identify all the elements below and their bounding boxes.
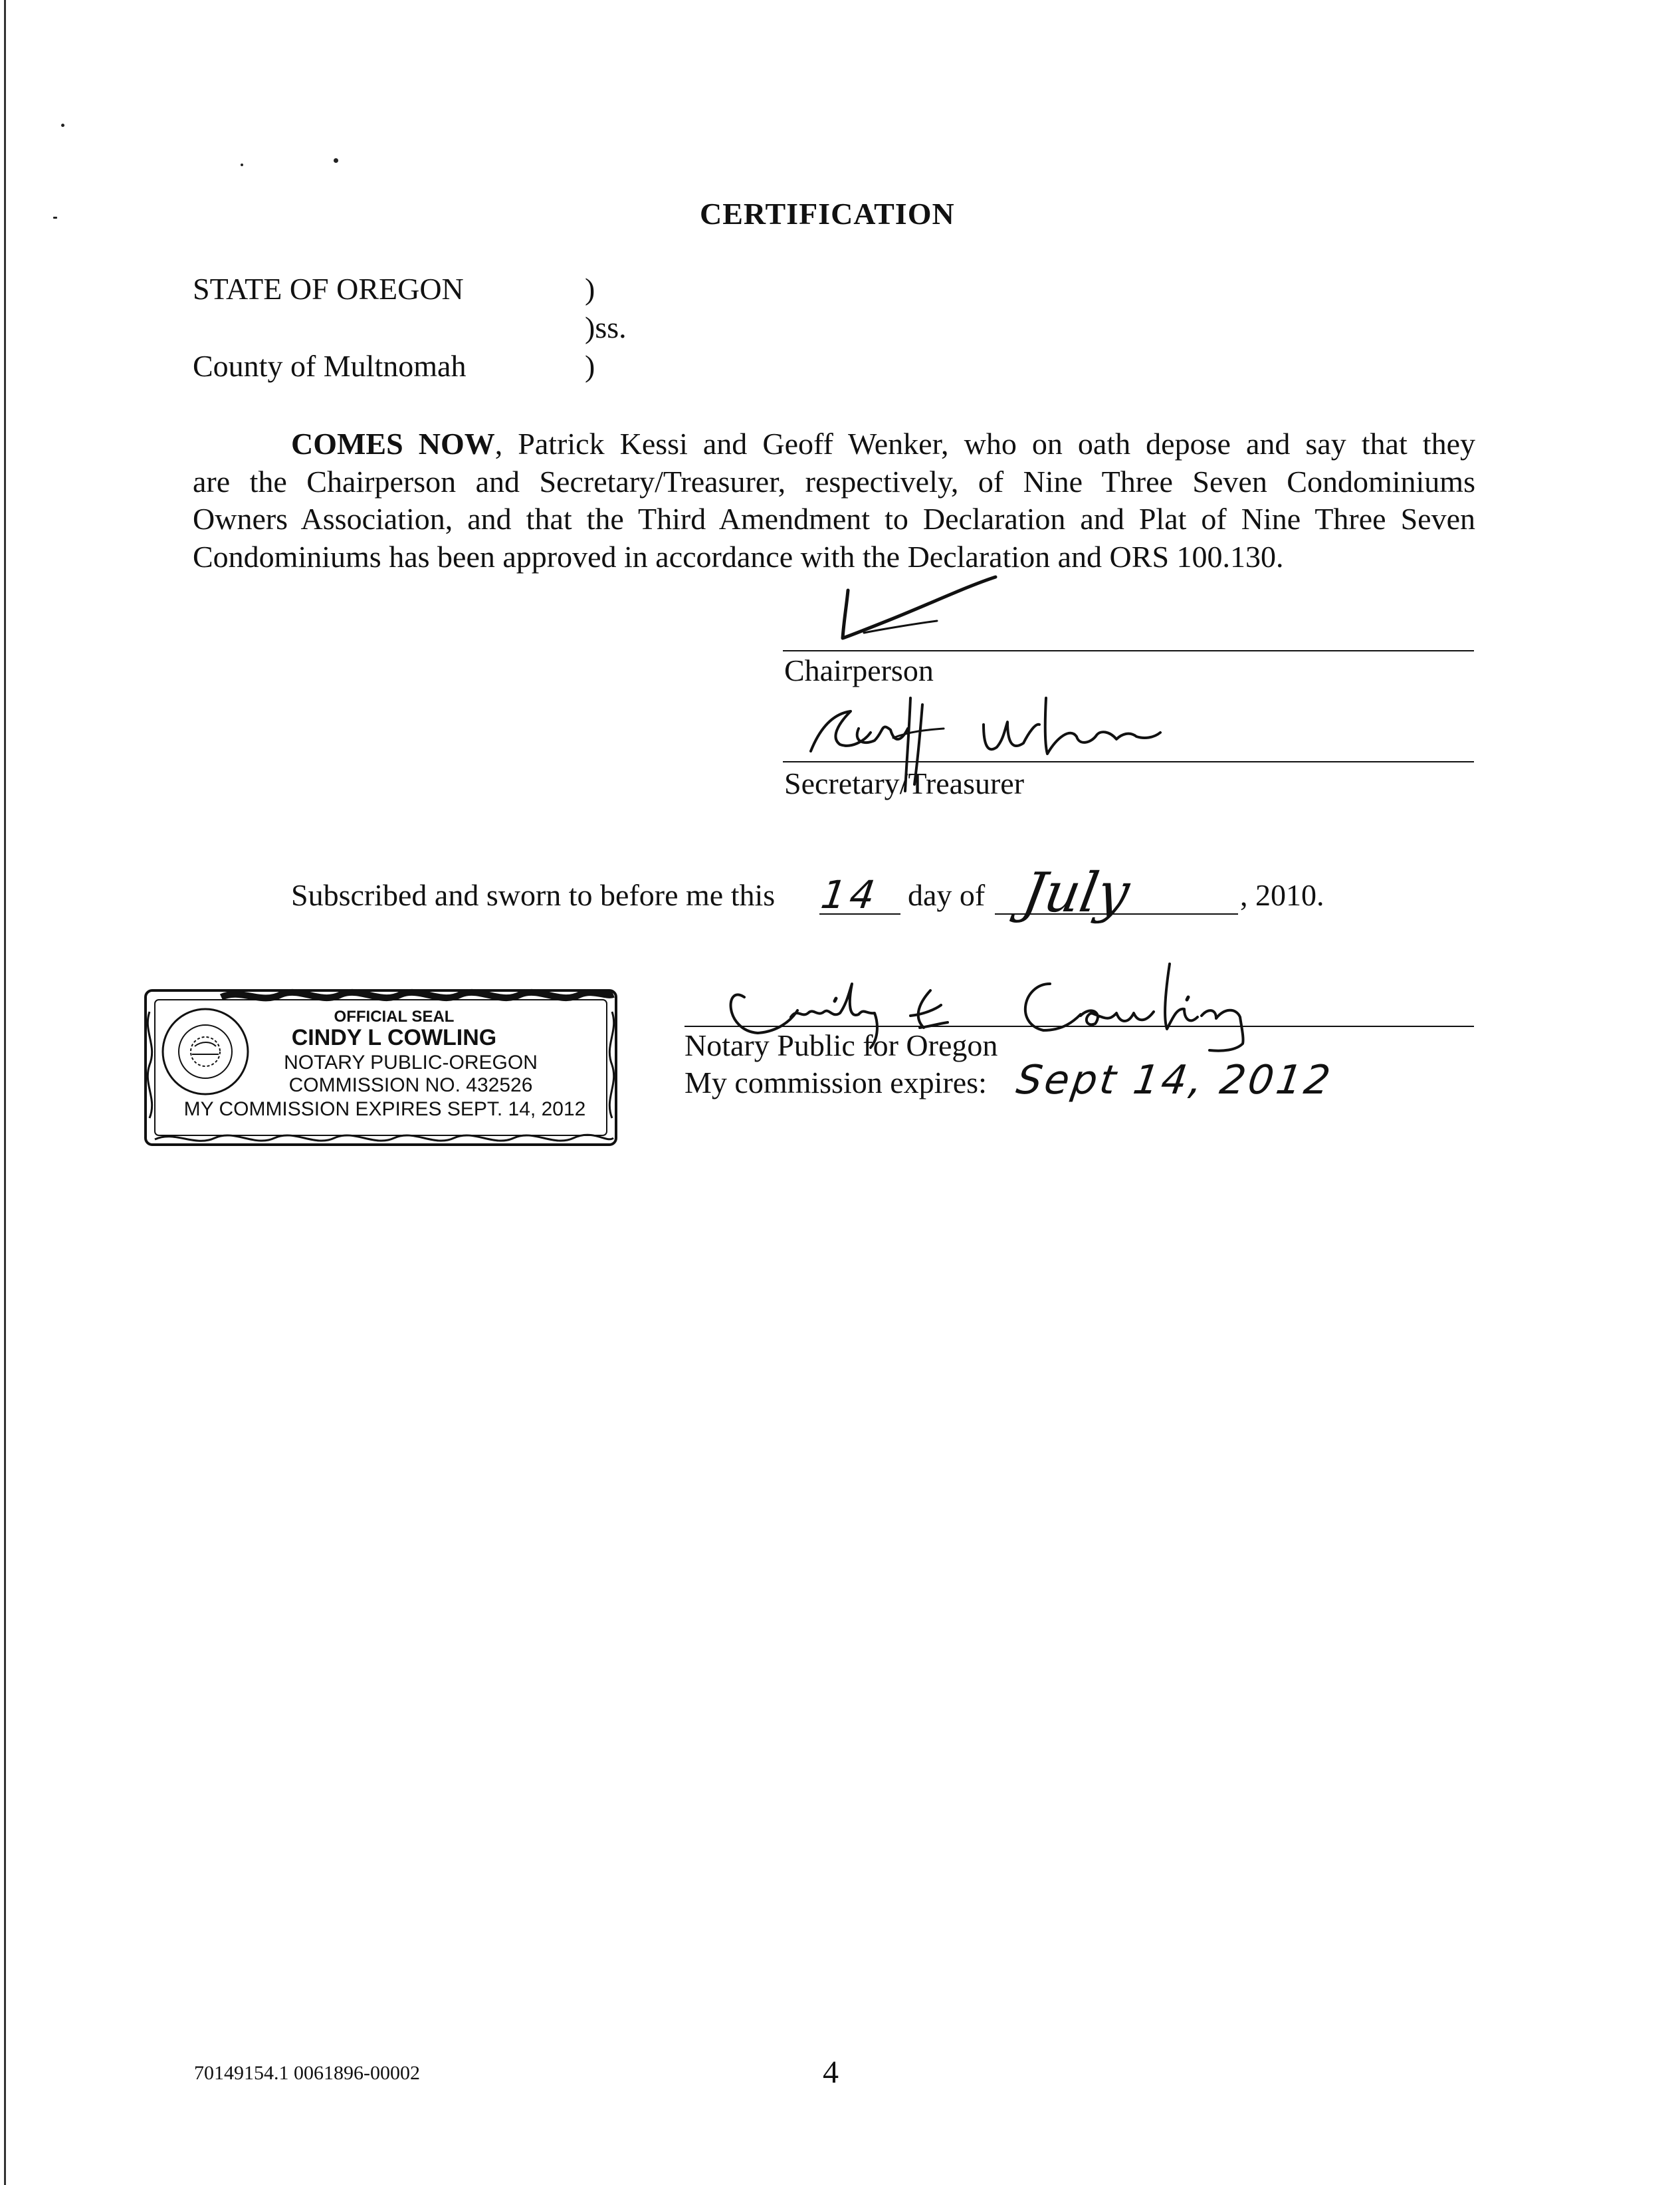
secretary-signature-line [783, 761, 1474, 762]
scan-speck [61, 124, 64, 127]
commission-label: My commission expires: [684, 1066, 987, 1099]
scan-edge-line [4, 0, 6, 2185]
oath-suffix: , 2010. [1240, 878, 1324, 912]
scan-speck [241, 164, 243, 166]
footer-document-id: 70149154.1 0061896-00002 [194, 2062, 420, 2084]
paragraph-line-text: , Patrick Kessi and Geoff Wenker, who on oath depose and say that they [494, 427, 1475, 461]
paragraph-line [193, 425, 1475, 463]
venue-paren-top: ) [585, 272, 595, 306]
seal-line-2: CINDY L COWLING [291, 1025, 497, 1050]
secretary-label: Secretary/Treasurer [784, 766, 1025, 800]
seal-line-1: OFFICIAL SEAL [334, 1008, 455, 1026]
paragraph-line: Owners Association, and that the Third Amendment to Declaration and Plat of Nine Three Seven [193, 502, 1475, 536]
scan-speck [334, 158, 338, 163]
chairperson-label: Chairperson [784, 653, 934, 687]
commission-date: Sept 14, 2012 [1013, 1057, 1336, 1103]
certification-paragraph [193, 425, 1475, 576]
seal-line-5: MY COMMISSION EXPIRES SEPT. 14, 2012 [183, 1098, 586, 1120]
seal-line-4: COMMISSION NO. 432526 [288, 1074, 533, 1096]
chairperson-signature [824, 572, 1010, 651]
venue-ss: )ss. [585, 310, 627, 344]
scan-speck [53, 217, 57, 219]
venue-county: County of Multnomah [193, 349, 467, 383]
venue-paren-bottom: ) [585, 349, 595, 383]
seal-line-3: NOTARY PUBLIC-OREGON [284, 1052, 538, 1074]
notary-label: Notary Public for Oregon [684, 1028, 998, 1062]
notary-signature-line [684, 1026, 1474, 1027]
paragraph-line: are the Chairperson and Secretary/Treasurer, respectively, of Nine Three Seven Condominiums [193, 464, 1475, 499]
notary-seal-stamp [142, 985, 620, 1150]
chairperson-signature-line [783, 650, 1474, 651]
venue-state: STATE OF OREGON [193, 272, 464, 306]
document-title: CERTIFICATION [700, 197, 955, 231]
oath-day: 14 [818, 872, 882, 917]
oath-month: July [1017, 862, 1134, 925]
footer-page-number: 4 [823, 2055, 839, 2090]
paragraph-line: Condominiums has been approved in accordance with the Declaration and ORS 100.130. [193, 539, 1284, 574]
paragraph-lead: COMES NOW [291, 427, 495, 461]
state-seal-icon [163, 1009, 248, 1094]
oath-middle: day of [908, 878, 986, 912]
oath-prefix: Subscribed and sworn to before me this [291, 878, 776, 912]
